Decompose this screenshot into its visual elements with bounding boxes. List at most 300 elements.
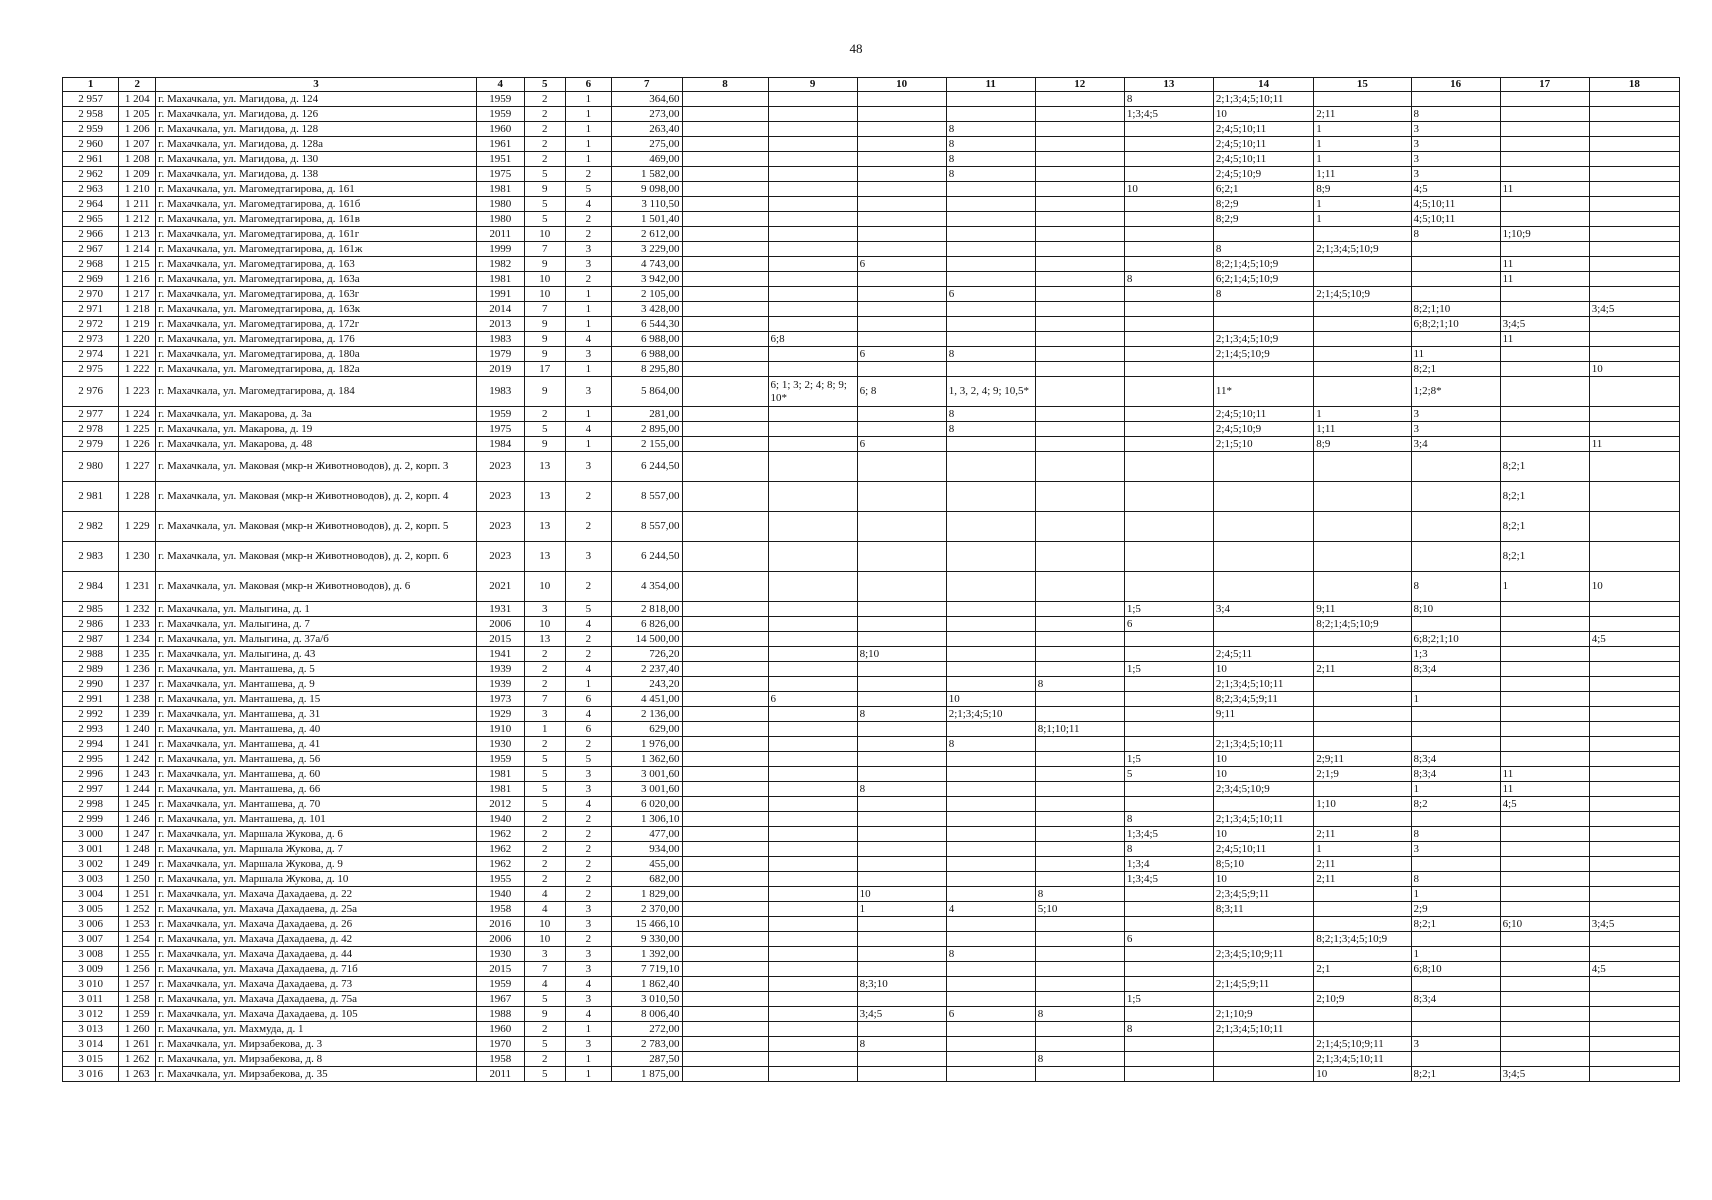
table-cell: 9;11 <box>1314 602 1411 617</box>
table-cell: 8;3;4 <box>1411 662 1500 677</box>
table-cell <box>1124 947 1213 962</box>
table-row <box>63 872 1680 887</box>
table-cell: 8 <box>1124 1022 1213 1037</box>
table-row <box>63 332 1680 347</box>
table-cell: 1962 <box>476 842 524 857</box>
table-cell <box>1124 647 1213 662</box>
table-cell: 3 006 <box>63 917 119 932</box>
table-cell <box>768 257 857 272</box>
table-cell <box>946 107 1035 122</box>
table-cell: 1 237 <box>119 677 156 692</box>
table-cell: 8 <box>1213 242 1313 257</box>
table-cell: 8 <box>1035 1007 1124 1022</box>
table-row <box>63 182 1680 197</box>
table-row <box>63 1022 1680 1037</box>
table-row <box>63 1007 1680 1022</box>
table-cell: 2 981 <box>63 482 119 512</box>
table-cell: 1 214 <box>119 242 156 257</box>
table-cell: 2 <box>565 167 611 182</box>
table-cell <box>1124 902 1213 917</box>
table-cell: 8 <box>1411 107 1500 122</box>
table-cell: 2;1;3;4;5;10;11 <box>1213 677 1313 692</box>
table-cell <box>1213 917 1313 932</box>
column-header: 13 <box>1124 78 1213 92</box>
table-cell: 2 986 <box>63 617 119 632</box>
address-cell: г. Махачкала, ул. Магомедтагирова, д. 163г <box>156 287 477 302</box>
table-cell: 13 <box>524 452 565 482</box>
table-cell <box>1124 977 1213 992</box>
table-cell: 8 <box>1411 827 1500 842</box>
table-cell <box>1589 1022 1679 1037</box>
table-cell <box>1314 1022 1411 1037</box>
address-cell: г. Махачкала, ул. Магомедтагирова, д. 163 <box>156 257 477 272</box>
table-cell <box>1035 272 1124 287</box>
table-cell <box>1035 857 1124 872</box>
table-cell: 1;10;9 <box>1500 227 1589 242</box>
table-cell: 3 000 <box>63 827 119 842</box>
table-cell: 6;8 <box>768 332 857 347</box>
table-cell <box>1500 812 1589 827</box>
table-cell <box>1500 857 1589 872</box>
table-cell: 1 <box>1411 782 1500 797</box>
address-cell: г. Махачкала, ул. Мирзабекова, д. 3 <box>156 1037 477 1052</box>
address-cell: г. Махачкала, ул. Манташева, д. 101 <box>156 812 477 827</box>
table-cell: 1 234 <box>119 632 156 647</box>
table-cell: 2;1 <box>1314 962 1411 977</box>
table-cell: 455,00 <box>611 857 682 872</box>
table-cell: 2015 <box>476 962 524 977</box>
table-cell <box>1035 632 1124 647</box>
table-cell: 2 979 <box>63 437 119 452</box>
table-cell <box>1500 422 1589 437</box>
table-cell <box>1411 932 1500 947</box>
address-cell: г. Махачкала, ул. Манташева, д. 66 <box>156 782 477 797</box>
table-cell: 2 975 <box>63 362 119 377</box>
table-cell <box>1035 437 1124 452</box>
table-cell <box>682 137 768 152</box>
table-cell <box>946 227 1035 242</box>
table-cell <box>857 302 946 317</box>
table-cell: 3 <box>1411 152 1500 167</box>
table-cell <box>1035 302 1124 317</box>
table-cell <box>946 992 1035 1007</box>
table-cell <box>946 197 1035 212</box>
table-cell: 8 <box>946 122 1035 137</box>
table-cell: 10 <box>1213 107 1313 122</box>
table-row <box>63 122 1680 137</box>
table-cell <box>1213 932 1313 947</box>
table-cell <box>857 827 946 842</box>
table-cell <box>946 662 1035 677</box>
table-cell <box>857 422 946 437</box>
table-cell: 6;8;2;1;10 <box>1411 632 1500 647</box>
table-cell <box>1411 812 1500 827</box>
column-header: 8 <box>682 78 768 92</box>
table-cell: 2 <box>524 737 565 752</box>
table-cell <box>1314 902 1411 917</box>
table-cell: 2 <box>565 857 611 872</box>
table-cell: 1 <box>1314 212 1411 227</box>
table-cell: 1939 <box>476 662 524 677</box>
table-cell: 1 501,40 <box>611 212 682 227</box>
table-cell: 1 <box>1411 692 1500 707</box>
table-cell <box>682 722 768 737</box>
address-cell: г. Махачкала, ул. Магомедтагирова, д. 163к <box>156 302 477 317</box>
table-cell: 6 <box>565 692 611 707</box>
table-cell: 1958 <box>476 902 524 917</box>
table-cell: 1 <box>524 722 565 737</box>
table-cell: 1 208 <box>119 152 156 167</box>
table-cell: 2 984 <box>63 572 119 602</box>
table-cell <box>1589 947 1679 962</box>
table-cell <box>1589 977 1679 992</box>
table-cell: 1 217 <box>119 287 156 302</box>
table-cell: 2;9;11 <box>1314 752 1411 767</box>
table-cell <box>1213 1067 1313 1082</box>
table-cell <box>768 767 857 782</box>
address-cell: г. Махачкала, ул. Манташева, д. 56 <box>156 752 477 767</box>
table-cell <box>682 782 768 797</box>
table-cell <box>1314 512 1411 542</box>
table-cell: 6 <box>1124 932 1213 947</box>
table-cell: 477,00 <box>611 827 682 842</box>
table-cell <box>1589 347 1679 362</box>
table-cell: 1962 <box>476 857 524 872</box>
table-cell <box>1314 737 1411 752</box>
table-cell: 2 966 <box>63 227 119 242</box>
table-cell: 2 990 <box>63 677 119 692</box>
table-cell <box>1213 1037 1313 1052</box>
table-cell <box>1213 632 1313 647</box>
address-cell: г. Махачкала, ул. Маршала Жукова, д. 10 <box>156 872 477 887</box>
table-cell <box>1500 887 1589 902</box>
table-cell: 1;5 <box>1124 602 1213 617</box>
table-row <box>63 1037 1680 1052</box>
table-cell <box>1035 92 1124 107</box>
table-cell <box>682 947 768 962</box>
table-cell: 1 248 <box>119 842 156 857</box>
table-cell <box>857 857 946 872</box>
table-cell <box>1500 167 1589 182</box>
table-cell: 6 <box>768 692 857 707</box>
table-cell: 3 012 <box>63 1007 119 1022</box>
table-cell: 1 257 <box>119 977 156 992</box>
table-cell <box>1035 362 1124 377</box>
table-cell <box>1035 422 1124 437</box>
table-cell <box>768 722 857 737</box>
table-cell <box>682 92 768 107</box>
table-cell <box>1124 1067 1213 1082</box>
table-cell: 11 <box>1500 767 1589 782</box>
table-cell: 1 249 <box>119 857 156 872</box>
table-cell <box>1124 452 1213 482</box>
address-cell: г. Махачкала, ул. Малыгина, д. 43 <box>156 647 477 662</box>
table-cell <box>946 1022 1035 1037</box>
table-cell: 8 295,80 <box>611 362 682 377</box>
table-cell: 8;3;4 <box>1411 752 1500 767</box>
table-cell <box>1035 197 1124 212</box>
address-cell: г. Махачкала, ул. Макарова, д. 48 <box>156 437 477 452</box>
table-cell <box>1314 917 1411 932</box>
table-cell: 2 992 <box>63 707 119 722</box>
table-cell <box>1500 602 1589 617</box>
table-cell: 1 209 <box>119 167 156 182</box>
table-cell: 1 245 <box>119 797 156 812</box>
table-cell: 4 <box>565 617 611 632</box>
address-cell: г. Махачкала, ул. Маковая (мкр-н Животноводов), д. 6 <box>156 572 477 602</box>
table-cell <box>1500 842 1589 857</box>
table-cell: 9 <box>524 347 565 362</box>
table-cell <box>857 602 946 617</box>
table-cell: 5 <box>524 767 565 782</box>
table-cell: 5 <box>1124 767 1213 782</box>
table-cell: 1 212 <box>119 212 156 227</box>
table-cell: 1 223 <box>119 377 156 407</box>
table-cell: 1960 <box>476 122 524 137</box>
table-cell: 6;2;1;4;5;10;9 <box>1213 272 1313 287</box>
table-cell <box>768 317 857 332</box>
table-cell <box>857 617 946 632</box>
table-cell <box>857 992 946 1007</box>
table-cell <box>1035 767 1124 782</box>
table-cell: 4 354,00 <box>611 572 682 602</box>
table-cell <box>857 737 946 752</box>
table-cell <box>768 347 857 362</box>
table-cell <box>946 362 1035 377</box>
table-cell: 2;4;5;11 <box>1213 647 1313 662</box>
table-cell: 2 985 <box>63 602 119 617</box>
table-cell <box>857 107 946 122</box>
table-cell: 1 <box>565 152 611 167</box>
table-cell <box>1589 992 1679 1007</box>
table-cell: 3 <box>524 947 565 962</box>
table-cell: 1961 <box>476 137 524 152</box>
table-cell <box>857 542 946 572</box>
table-cell <box>1589 512 1679 542</box>
table-row <box>63 797 1680 812</box>
table-cell <box>682 767 768 782</box>
address-cell: г. Махачкала, ул. Манташева, д. 41 <box>156 737 477 752</box>
address-cell: г. Махачкала, ул. Маршала Жукова, д. 6 <box>156 827 477 842</box>
table-cell <box>946 182 1035 197</box>
table-cell <box>946 332 1035 347</box>
table-row <box>63 542 1680 572</box>
table-cell: 11 <box>1411 347 1500 362</box>
table-cell: 1 862,40 <box>611 977 682 992</box>
table-cell <box>1035 692 1124 707</box>
table-cell <box>768 452 857 482</box>
table-cell <box>682 572 768 602</box>
table-cell: 2011 <box>476 1067 524 1082</box>
table-cell: 2;10;9 <box>1314 992 1411 1007</box>
table-cell <box>1035 932 1124 947</box>
table-cell <box>857 947 946 962</box>
register-table <box>62 77 1680 1082</box>
table-cell <box>682 377 768 407</box>
table-cell <box>1213 542 1313 572</box>
table-cell <box>1124 287 1213 302</box>
table-cell: 1981 <box>476 782 524 797</box>
table-cell <box>682 152 768 167</box>
table-cell: 2 <box>524 872 565 887</box>
table-cell <box>1213 302 1313 317</box>
table-cell <box>1035 482 1124 512</box>
table-cell <box>1035 152 1124 167</box>
table-cell: 5 <box>524 167 565 182</box>
table-cell <box>682 227 768 242</box>
table-cell: 1 <box>1314 137 1411 152</box>
table-cell <box>1314 977 1411 992</box>
table-cell <box>1035 827 1124 842</box>
table-cell: 1;5 <box>1124 992 1213 1007</box>
table-cell <box>1589 752 1679 767</box>
table-cell: 2012 <box>476 797 524 812</box>
table-cell: 3 010 <box>63 977 119 992</box>
table-cell: 2023 <box>476 452 524 482</box>
table-cell: 5;10 <box>1035 902 1124 917</box>
table-cell: 2 <box>565 227 611 242</box>
table-cell <box>1213 227 1313 242</box>
table-cell: 3 014 <box>63 1037 119 1052</box>
table-cell <box>1035 572 1124 602</box>
table-cell: 1 210 <box>119 182 156 197</box>
table-cell <box>1500 1007 1589 1022</box>
table-cell: 10 <box>857 887 946 902</box>
table-cell: 3 008 <box>63 947 119 962</box>
table-cell: 7 <box>524 692 565 707</box>
table-cell: 4 <box>524 902 565 917</box>
table-cell: 2 <box>565 212 611 227</box>
table-cell: 273,00 <box>611 107 682 122</box>
table-cell <box>1589 722 1679 737</box>
table-cell: 1981 <box>476 182 524 197</box>
table-cell <box>768 422 857 437</box>
table-cell: 2 105,00 <box>611 287 682 302</box>
table-cell: 10 <box>1213 662 1313 677</box>
table-row <box>63 887 1680 902</box>
address-cell: г. Махачкала, ул. Магомедтагирова, д. 161б <box>156 197 477 212</box>
table-cell: 2019 <box>476 362 524 377</box>
table-cell <box>1314 347 1411 362</box>
table-cell <box>768 632 857 647</box>
table-cell: 1 254 <box>119 932 156 947</box>
table-cell: 6 826,00 <box>611 617 682 632</box>
table-cell <box>1500 632 1589 647</box>
table-cell: 2 <box>565 572 611 602</box>
table-cell: 6;8;10 <box>1411 962 1500 977</box>
table-cell <box>1500 962 1589 977</box>
table-row <box>63 452 1680 482</box>
table-cell <box>768 1022 857 1037</box>
table-cell <box>1411 977 1500 992</box>
column-header: 10 <box>857 78 946 92</box>
table-cell: 10 <box>524 227 565 242</box>
table-cell <box>1314 482 1411 512</box>
table-cell <box>857 677 946 692</box>
table-cell <box>1314 722 1411 737</box>
table-cell <box>946 812 1035 827</box>
table-cell: 1988 <box>476 1007 524 1022</box>
table-cell <box>1500 947 1589 962</box>
table-cell <box>946 977 1035 992</box>
table-cell <box>1035 872 1124 887</box>
table-cell <box>1035 242 1124 257</box>
address-cell: г. Махачкала, ул. Махача Дахадаева, д. 75а <box>156 992 477 1007</box>
table-cell: 3 <box>565 782 611 797</box>
table-cell: 1 253 <box>119 917 156 932</box>
table-cell: 2 <box>524 857 565 872</box>
table-cell: 8 <box>1124 812 1213 827</box>
table-cell <box>857 332 946 347</box>
table-cell <box>857 917 946 932</box>
table-cell: 8;3;11 <box>1213 902 1313 917</box>
table-cell: 6 020,00 <box>611 797 682 812</box>
table-cell: 3 110,50 <box>611 197 682 212</box>
table-cell <box>682 362 768 377</box>
table-row <box>63 722 1680 737</box>
table-cell: 8 557,00 <box>611 482 682 512</box>
table-cell <box>1411 272 1500 287</box>
table-row <box>63 422 1680 437</box>
table-row <box>63 377 1680 407</box>
table-cell: 1955 <box>476 872 524 887</box>
table-cell: 2 <box>524 107 565 122</box>
address-cell: г. Махачкала, ул. Маковая (мкр-н Животноводов), д. 2, корп. 3 <box>156 452 477 482</box>
table-cell: 2 <box>565 842 611 857</box>
table-cell <box>768 1052 857 1067</box>
table-cell <box>1500 362 1589 377</box>
table-cell: 1;3;4;5 <box>1124 872 1213 887</box>
table-cell: 5 <box>524 797 565 812</box>
table-cell <box>946 767 1035 782</box>
table-cell <box>1411 737 1500 752</box>
table-cell: 6;8;2;1;10 <box>1411 317 1500 332</box>
table-cell: 2 962 <box>63 167 119 182</box>
table-cell: 1991 <box>476 287 524 302</box>
table-cell <box>1500 287 1589 302</box>
table-cell: 8;3;4 <box>1411 767 1500 782</box>
address-cell: г. Махачкала, ул. Магидова, д. 138 <box>156 167 477 182</box>
table-body <box>63 78 1680 1082</box>
table-cell <box>1035 797 1124 812</box>
table-cell: 6 <box>946 287 1035 302</box>
table-cell: 3 010,50 <box>611 992 682 1007</box>
table-cell <box>1314 887 1411 902</box>
table-cell: 2 <box>524 407 565 422</box>
table-cell: 8 557,00 <box>611 512 682 542</box>
table-cell <box>946 452 1035 482</box>
table-cell <box>1411 677 1500 692</box>
table-cell <box>857 1022 946 1037</box>
table-cell <box>1589 422 1679 437</box>
table-cell: 1 218 <box>119 302 156 317</box>
table-cell <box>1500 137 1589 152</box>
table-cell <box>1500 377 1589 407</box>
table-cell <box>946 782 1035 797</box>
address-cell: г. Махачкала, ул. Манташева, д. 70 <box>156 797 477 812</box>
table-row <box>63 257 1680 272</box>
table-cell: 8 <box>1411 572 1500 602</box>
table-cell <box>1411 857 1500 872</box>
table-cell <box>1213 512 1313 542</box>
table-cell: 1 <box>565 137 611 152</box>
table-cell: 1 222 <box>119 362 156 377</box>
table-cell <box>857 572 946 602</box>
table-cell: 1 <box>1411 887 1500 902</box>
table-cell <box>946 857 1035 872</box>
table-cell: 2;1;4;5;10;9;11 <box>1314 1037 1411 1052</box>
table-cell: 1 241 <box>119 737 156 752</box>
